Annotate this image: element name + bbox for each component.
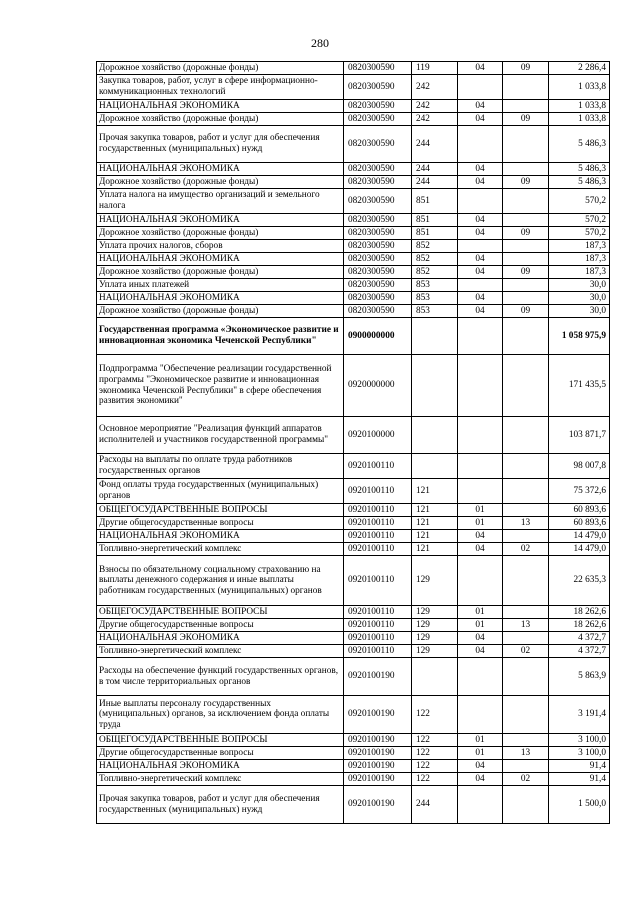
table-row (97, 479, 610, 504)
expense-name-cell: Топливно-энергетический комплекс (97, 543, 344, 556)
subsection-cell: 09 (503, 113, 549, 126)
expense-name-cell: Дорожное хозяйство (дорожные фонды) (97, 62, 344, 75)
section-cell: 04 (458, 113, 503, 126)
subsection-cell: 02 (503, 773, 549, 786)
amount-cell: 30,0 (549, 292, 610, 305)
table-row (97, 227, 610, 240)
expense-name-cell: Дорожное хозяйство (дорожные фонды) (97, 113, 344, 126)
table-row (97, 734, 610, 747)
table-row (97, 504, 610, 517)
subsection-cell (503, 355, 549, 417)
subsection-cell (503, 658, 549, 696)
expense-name-cell: Взносы по обязательному социальному страхованию на выплаты денежного содержания и иные выплаты работникам государственных (муниципальных) органов (97, 556, 344, 606)
amount-cell: 60 893,6 (549, 517, 610, 530)
table-row (97, 176, 610, 189)
subsection-cell (503, 530, 549, 543)
subsection-cell (503, 734, 549, 747)
expense-name-cell: Закупка товаров, работ, услуг в сфере информационно-коммуникационных технологий (97, 75, 344, 100)
expense-name-cell: НАЦИОНАЛЬНАЯ ЭКОНОМИКА (97, 632, 344, 645)
target-code-cell: 0820300590 (344, 75, 412, 100)
amount-cell: 75 372,6 (549, 479, 610, 504)
section-cell: 04 (458, 253, 503, 266)
section-cell: 04 (458, 543, 503, 556)
amount-cell: 14 479,0 (549, 530, 610, 543)
amount-cell: 18 262,6 (549, 619, 610, 632)
table-row (97, 773, 610, 786)
subsection-cell: 09 (503, 176, 549, 189)
amount-cell: 5 863,9 (549, 658, 610, 696)
amount-cell: 60 893,6 (549, 504, 610, 517)
expense-type-cell: 244 (412, 163, 458, 176)
target-code-cell: 0820300590 (344, 100, 412, 113)
subsection-cell: 13 (503, 619, 549, 632)
subsection-cell: 13 (503, 517, 549, 530)
expense-name-cell: ОБЩЕГОСУДАРСТВЕННЫЕ ВОПРОСЫ (97, 606, 344, 619)
amount-cell: 570,2 (549, 227, 610, 240)
subsection-cell (503, 100, 549, 113)
table-row (97, 696, 610, 734)
section-cell (458, 556, 503, 606)
section-cell: 01 (458, 734, 503, 747)
subsection-cell: 09 (503, 227, 549, 240)
expense-name-cell: НАЦИОНАЛЬНАЯ ЭКОНОМИКА (97, 253, 344, 266)
amount-cell: 5 486,3 (549, 176, 610, 189)
table-row (97, 253, 610, 266)
amount-cell: 187,3 (549, 266, 610, 279)
section-cell (458, 696, 503, 734)
expense-type-cell: 122 (412, 773, 458, 786)
expense-type-cell (412, 454, 458, 479)
target-code-cell: 0920100110 (344, 556, 412, 606)
section-cell: 04 (458, 163, 503, 176)
section-cell: 04 (458, 227, 503, 240)
expense-name-cell: НАЦИОНАЛЬНАЯ ЭКОНОМИКА (97, 292, 344, 305)
amount-cell: 4 372,7 (549, 632, 610, 645)
subsection-cell: 09 (503, 305, 549, 318)
expense-name-cell: Прочая закупка товаров, работ и услуг для обеспечения государственных (муниципальных) нужд (97, 126, 344, 163)
expense-name-cell: Уплата налога на имущество организаций и земельного налога (97, 189, 344, 214)
expense-name-cell: Расходы на выплаты по оплате труда работников государственных органов (97, 454, 344, 479)
section-cell (458, 126, 503, 163)
section-cell: 04 (458, 305, 503, 318)
section-cell: 04 (458, 632, 503, 645)
table-row (97, 632, 610, 645)
section-cell: 04 (458, 62, 503, 75)
subsection-cell (503, 214, 549, 227)
target-code-cell: 0820300590 (344, 227, 412, 240)
subsection-cell (503, 163, 549, 176)
amount-cell: 30,0 (549, 279, 610, 292)
subsection-cell (503, 504, 549, 517)
table-row (97, 189, 610, 214)
target-code-cell: 0920100190 (344, 658, 412, 696)
subsection-cell (503, 240, 549, 253)
expense-type-cell: 852 (412, 240, 458, 253)
target-code-cell: 0820300590 (344, 214, 412, 227)
expense-name-cell: ОБЩЕГОСУДАРСТВЕННЫЕ ВОПРОСЫ (97, 734, 344, 747)
section-cell (458, 240, 503, 253)
expense-type-cell: 121 (412, 504, 458, 517)
expense-name-cell: Другие общегосударственные вопросы (97, 747, 344, 760)
subsection-cell (503, 279, 549, 292)
target-code-cell: 0820300590 (344, 240, 412, 253)
subsection-cell (503, 292, 549, 305)
amount-cell: 171 435,5 (549, 355, 610, 417)
amount-cell: 2 286,4 (549, 62, 610, 75)
subsection-cell: 09 (503, 62, 549, 75)
target-code-cell: 0920100190 (344, 760, 412, 773)
section-cell: 01 (458, 504, 503, 517)
expense-type-cell: 244 (412, 176, 458, 189)
section-cell (458, 417, 503, 454)
expense-type-cell: 853 (412, 292, 458, 305)
table-row (97, 163, 610, 176)
amount-cell: 1 033,8 (549, 100, 610, 113)
expense-type-cell: 129 (412, 606, 458, 619)
expense-name-cell: НАЦИОНАЛЬНАЯ ЭКОНОМИКА (97, 760, 344, 773)
expense-type-cell: 851 (412, 214, 458, 227)
expense-name-cell: Государственная программа «Экономическое развитие и инновационная экономика Чеченской Республики" (97, 318, 344, 355)
expense-type-cell: 853 (412, 305, 458, 318)
target-code-cell: 0820300590 (344, 163, 412, 176)
expense-type-cell: 129 (412, 632, 458, 645)
section-cell: 04 (458, 645, 503, 658)
section-cell (458, 454, 503, 479)
expense-type-cell: 244 (412, 786, 458, 824)
table-row (97, 75, 610, 100)
target-code-cell: 0920100190 (344, 747, 412, 760)
section-cell: 04 (458, 266, 503, 279)
section-cell (458, 75, 503, 100)
subsection-cell (503, 454, 549, 479)
amount-cell: 3 100,0 (549, 734, 610, 747)
target-code-cell: 0820300590 (344, 189, 412, 214)
amount-cell: 18 262,6 (549, 606, 610, 619)
amount-cell: 5 486,3 (549, 163, 610, 176)
subsection-cell (503, 318, 549, 355)
amount-cell: 570,2 (549, 189, 610, 214)
table-row (97, 606, 610, 619)
target-code-cell: 0820300590 (344, 126, 412, 163)
target-code-cell: 0920100190 (344, 786, 412, 824)
table-row (97, 62, 610, 75)
target-code-cell: 0920000000 (344, 355, 412, 417)
expense-type-cell: 242 (412, 75, 458, 100)
expense-type-cell: 121 (412, 543, 458, 556)
table-row (97, 266, 610, 279)
expense-name-cell: Другие общегосударственные вопросы (97, 517, 344, 530)
expense-type-cell: 851 (412, 227, 458, 240)
target-code-cell: 0920100110 (344, 606, 412, 619)
amount-cell: 22 635,3 (549, 556, 610, 606)
section-cell: 04 (458, 214, 503, 227)
subsection-cell: 02 (503, 543, 549, 556)
subsection-cell: 09 (503, 266, 549, 279)
table-row (97, 530, 610, 543)
expense-name-cell: Топливно-энергетический комплекс (97, 645, 344, 658)
target-code-cell: 0820300590 (344, 113, 412, 126)
expense-name-cell: Уплата прочих налогов, сборов (97, 240, 344, 253)
target-code-cell: 0920100000 (344, 417, 412, 454)
target-code-cell: 0900000000 (344, 318, 412, 355)
amount-cell: 30,0 (549, 305, 610, 318)
target-code-cell: 0920100110 (344, 632, 412, 645)
amount-cell: 3 191,4 (549, 696, 610, 734)
expense-type-cell: 244 (412, 126, 458, 163)
section-cell (458, 355, 503, 417)
expense-name-cell: НАЦИОНАЛЬНАЯ ЭКОНОМИКА (97, 530, 344, 543)
table-row (97, 355, 610, 417)
expense-type-cell: 129 (412, 556, 458, 606)
subsection-cell (503, 126, 549, 163)
expense-name-cell: Фонд оплаты труда государственных (муниципальных) органов (97, 479, 344, 504)
expense-type-cell: 122 (412, 696, 458, 734)
table-row (97, 126, 610, 163)
expense-type-cell: 122 (412, 734, 458, 747)
expense-type-cell: 242 (412, 113, 458, 126)
table-row (97, 318, 610, 355)
subsection-cell (503, 632, 549, 645)
expense-name-cell: Топливно-энергетический комплекс (97, 773, 344, 786)
expense-name-cell: НАЦИОНАЛЬНАЯ ЭКОНОМИКА (97, 214, 344, 227)
table-row (97, 543, 610, 556)
amount-cell: 187,3 (549, 240, 610, 253)
amount-cell: 91,4 (549, 760, 610, 773)
expense-name-cell: Другие общегосударственные вопросы (97, 619, 344, 632)
expense-name-cell: НАЦИОНАЛЬНАЯ ЭКОНОМИКА (97, 100, 344, 113)
subsection-cell (503, 696, 549, 734)
target-code-cell: 0920100110 (344, 543, 412, 556)
section-cell: 01 (458, 606, 503, 619)
expense-name-cell: Дорожное хозяйство (дорожные фонды) (97, 176, 344, 189)
expense-type-cell: 242 (412, 100, 458, 113)
expense-type-cell: 121 (412, 479, 458, 504)
amount-cell: 103 871,7 (549, 417, 610, 454)
expense-type-cell: 121 (412, 530, 458, 543)
subsection-cell (503, 760, 549, 773)
amount-cell: 3 100,0 (549, 747, 610, 760)
amount-cell: 4 372,7 (549, 645, 610, 658)
table-row (97, 305, 610, 318)
target-code-cell: 0920100110 (344, 530, 412, 543)
expense-type-cell: 122 (412, 760, 458, 773)
target-code-cell: 0920100190 (344, 696, 412, 734)
amount-cell: 1 500,0 (549, 786, 610, 824)
expense-type-cell: 851 (412, 189, 458, 214)
target-code-cell: 0920100190 (344, 734, 412, 747)
subsection-cell: 13 (503, 747, 549, 760)
amount-cell: 1 058 975,9 (549, 318, 610, 355)
table-row (97, 619, 610, 632)
section-cell (458, 658, 503, 696)
subsection-cell (503, 417, 549, 454)
target-code-cell: 0820300590 (344, 266, 412, 279)
expense-type-cell: 121 (412, 517, 458, 530)
expense-name-cell: Иные выплаты персоналу государственных (муниципальных) органов, за исключением фонда оплаты труда (97, 696, 344, 734)
section-cell (458, 189, 503, 214)
subsection-cell (503, 189, 549, 214)
table-row (97, 786, 610, 824)
target-code-cell: 0820300590 (344, 292, 412, 305)
target-code-cell: 0920100110 (344, 504, 412, 517)
target-code-cell: 0820300590 (344, 62, 412, 75)
subsection-cell (503, 479, 549, 504)
amount-cell: 5 486,3 (549, 126, 610, 163)
expense-type-cell: 122 (412, 747, 458, 760)
section-cell: 04 (458, 773, 503, 786)
expense-type-cell (412, 658, 458, 696)
table-row (97, 747, 610, 760)
expense-type-cell: 119 (412, 62, 458, 75)
expense-name-cell: Прочая закупка товаров, работ и услуг для обеспечения государственных (муниципальных) нужд (97, 786, 344, 824)
expense-type-cell (412, 417, 458, 454)
expense-type-cell: 129 (412, 619, 458, 632)
section-cell: 01 (458, 747, 503, 760)
expense-name-cell: Расходы на обеспечение функций государственных органов, в том числе территориальных органов (97, 658, 344, 696)
table-row (97, 113, 610, 126)
section-cell: 04 (458, 292, 503, 305)
section-cell: 01 (458, 619, 503, 632)
table-row (97, 214, 610, 227)
table-row (97, 556, 610, 606)
target-code-cell: 0920100110 (344, 479, 412, 504)
table-row (97, 100, 610, 113)
section-cell: 01 (458, 517, 503, 530)
table-row (97, 645, 610, 658)
subsection-cell (503, 253, 549, 266)
subsection-cell: 02 (503, 645, 549, 658)
section-cell: 04 (458, 530, 503, 543)
target-code-cell: 0920100110 (344, 454, 412, 479)
table-row (97, 292, 610, 305)
target-code-cell: 0820300590 (344, 253, 412, 266)
expense-type-cell: 852 (412, 253, 458, 266)
expense-type-cell (412, 355, 458, 417)
expense-type-cell: 852 (412, 266, 458, 279)
amount-cell: 1 033,8 (549, 113, 610, 126)
expense-type-cell: 853 (412, 279, 458, 292)
expense-name-cell: Дорожное хозяйство (дорожные фонды) (97, 305, 344, 318)
target-code-cell: 0920100110 (344, 645, 412, 658)
budget-table-body (97, 62, 610, 824)
table-row (97, 658, 610, 696)
target-code-cell: 0920100110 (344, 517, 412, 530)
expense-name-cell: Основное мероприятие "Реализация функций аппаратов исполнителей и участников государственной программы" (97, 417, 344, 454)
table-row (97, 760, 610, 773)
amount-cell: 187,3 (549, 253, 610, 266)
subsection-cell (503, 75, 549, 100)
table-row (97, 240, 610, 253)
amount-cell: 570,2 (549, 214, 610, 227)
table-row (97, 517, 610, 530)
target-code-cell: 0920100110 (344, 619, 412, 632)
subsection-cell (503, 556, 549, 606)
subsection-cell (503, 786, 549, 824)
expense-name-cell: НАЦИОНАЛЬНАЯ ЭКОНОМИКА (97, 163, 344, 176)
expense-name-cell: Подпрограмма "Обеспечение реализации государственной программы "Экономическое развитие и инновационная экономика Чеченской Республики" в сфере обеспечения развития экономики" (97, 355, 344, 417)
target-code-cell: 0920100190 (344, 773, 412, 786)
section-cell (458, 318, 503, 355)
budget-table (96, 61, 610, 824)
table-row (97, 417, 610, 454)
section-cell (458, 786, 503, 824)
section-cell (458, 279, 503, 292)
section-cell: 04 (458, 760, 503, 773)
amount-cell: 91,4 (549, 773, 610, 786)
target-code-cell: 0820300590 (344, 176, 412, 189)
amount-cell: 98 007,8 (549, 454, 610, 479)
subsection-cell (503, 606, 549, 619)
expense-type-cell: 129 (412, 645, 458, 658)
expense-name-cell: Дорожное хозяйство (дорожные фонды) (97, 227, 344, 240)
section-cell: 04 (458, 100, 503, 113)
amount-cell: 1 033,8 (549, 75, 610, 100)
section-cell (458, 479, 503, 504)
section-cell: 04 (458, 176, 503, 189)
page-number: 280 (311, 36, 329, 50)
table-row (97, 279, 610, 292)
expense-name-cell: ОБЩЕГОСУДАРСТВЕННЫЕ ВОПРОСЫ (97, 504, 344, 517)
expense-name-cell: Уплата иных платежей (97, 279, 344, 292)
table-row (97, 454, 610, 479)
expense-name-cell: Дорожное хозяйство (дорожные фонды) (97, 266, 344, 279)
target-code-cell: 0820300590 (344, 279, 412, 292)
target-code-cell: 0820300590 (344, 305, 412, 318)
amount-cell: 14 479,0 (549, 543, 610, 556)
expense-type-cell (412, 318, 458, 355)
